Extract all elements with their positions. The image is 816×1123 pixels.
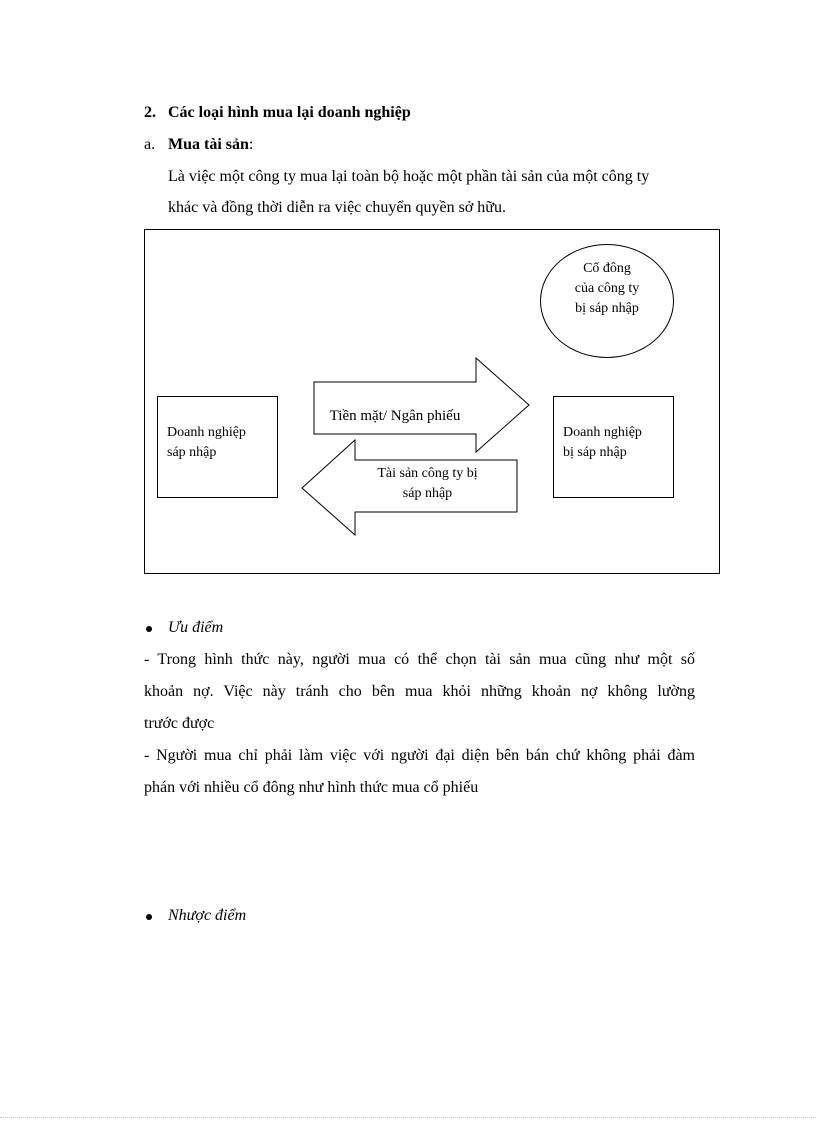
acquirer-box (157, 396, 278, 498)
shareholders-label-2: của công ty (574, 281, 640, 296)
acquisition-diagram (144, 229, 720, 574)
right-arrow-shape (314, 358, 529, 452)
section-number: 2. (144, 104, 156, 121)
arrow-left-label (345, 464, 510, 504)
target-label-1: Doanh nghiệp (563, 425, 642, 440)
arrow-left-label-1: Tài sản công ty bị (377, 466, 478, 481)
disadvantages-title: Nhược điểm (168, 907, 247, 924)
page-bottom-divider (0, 1117, 816, 1118)
advantages-p1-line-2: khoản nợ. Việc này tránh cho bên mua khỏi những khoản nợ không lường (144, 683, 695, 700)
shareholders-ellipse (540, 244, 674, 358)
arrow-left-label-2: sáp nhập (402, 486, 453, 501)
intro-line-2: khác và đồng thời diễn ra việc chuyển quyền sở hữu. (168, 199, 506, 216)
subsection-letter: a. (144, 136, 156, 153)
shareholders-label-1: Cổ đông (583, 261, 631, 276)
target-box (553, 396, 674, 498)
bullet-icon (146, 626, 152, 632)
subsection-colon: : (248, 136, 254, 153)
advantages-p2-line-2: phán với nhiều cổ đông như hình thức mua cổ phiếu (144, 779, 479, 796)
acquirer-label-1: Doanh nghiệp (167, 425, 246, 440)
intro-line-1: Là việc một công ty mua lại toàn bộ hoặc một phần tài sản của một công ty (168, 168, 650, 185)
bullet-icon (146, 914, 152, 920)
target-label-2: bị sáp nhập (563, 445, 627, 460)
acquirer-label-2: sáp nhập (167, 445, 217, 460)
subsection-title: Mua tài sản (168, 136, 249, 153)
shareholders-label-3: bị sáp nhập (575, 301, 639, 316)
advantages-title: Ưu điểm (168, 619, 224, 636)
subsection-title-row (168, 136, 253, 154)
advantages-p2-line-1: - Người mua chỉ phải làm việc với người đại diện bên bán chứ không phải đàm (144, 747, 695, 764)
arrow-right-label: Tiền mặt/ Ngân phiếu (329, 408, 461, 424)
advantages-p1-line-3: trước được (144, 715, 215, 732)
advantages-p1-line-1: - Trong hình thức này, người mua có thể chọn tài sản mua cũng như một số (144, 651, 695, 668)
section-title: Các loại hình mua lại doanh nghiệp (168, 104, 411, 121)
